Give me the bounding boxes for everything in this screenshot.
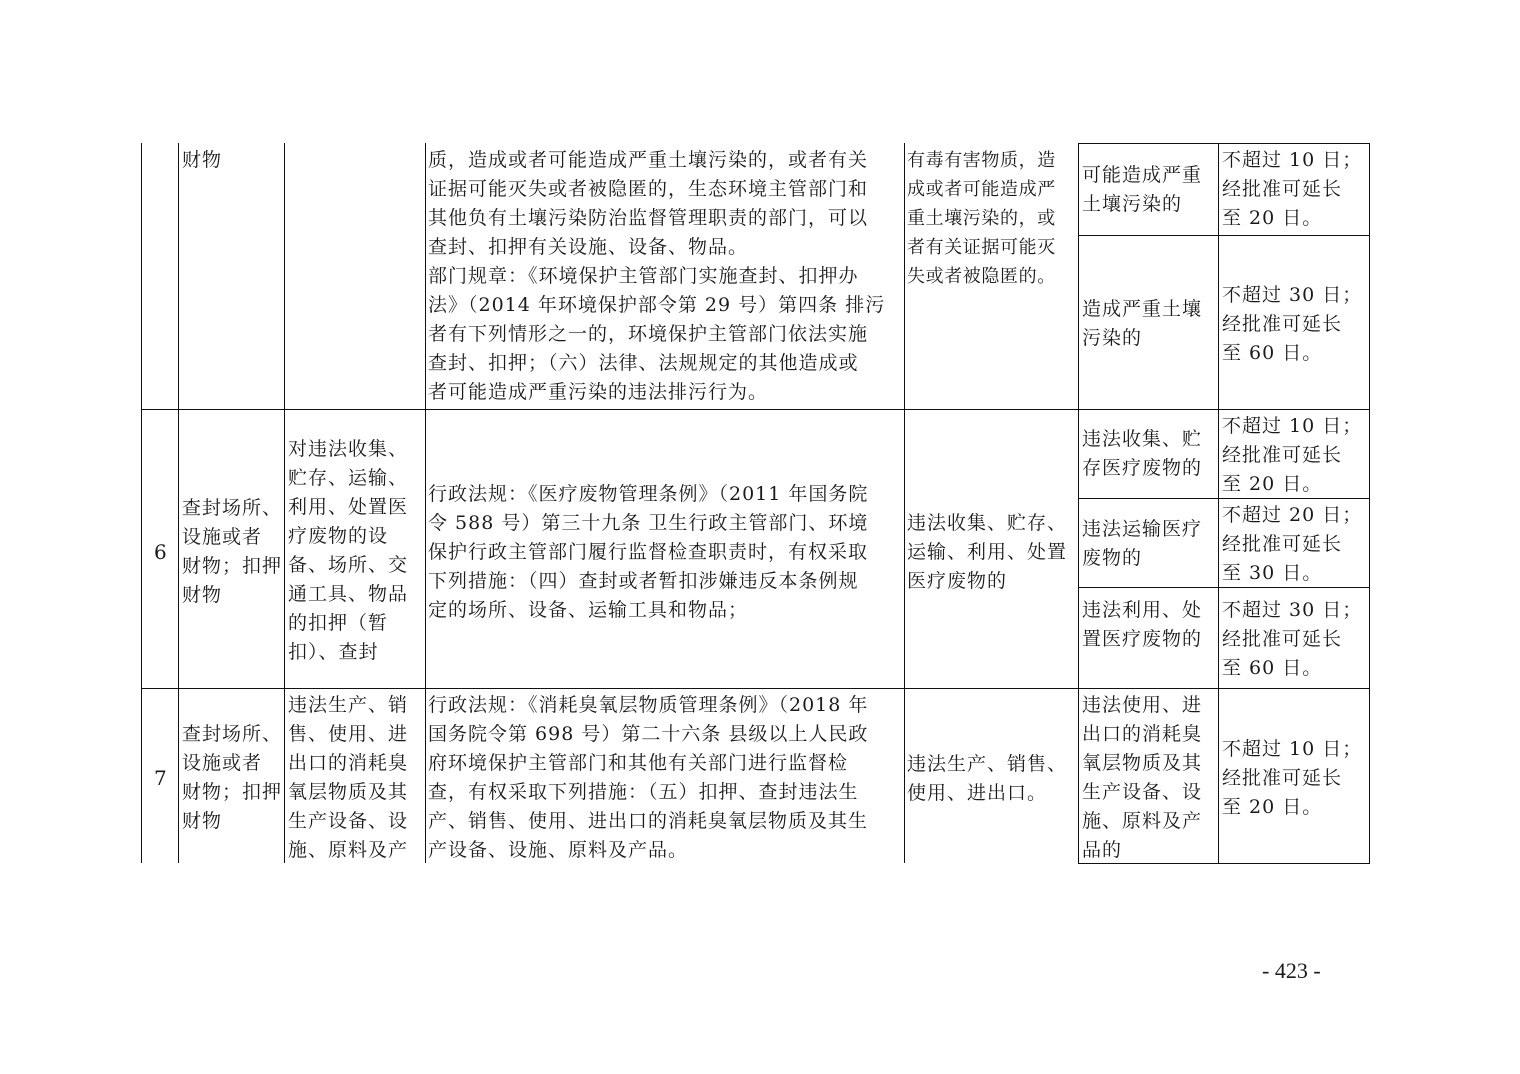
text-line: 查封、扣押有关设施、设备、物品。 bbox=[428, 236, 749, 258]
text-line: 的扣押（暂 bbox=[288, 612, 389, 634]
text-line: 造成严重土壤 bbox=[1082, 298, 1203, 320]
text-line: 至 60 日。 bbox=[1222, 342, 1323, 364]
text-line: 污染的 bbox=[1082, 327, 1143, 349]
row-type-cell bbox=[182, 720, 282, 836]
text-line: 疗废物的设 bbox=[288, 525, 389, 547]
text-line: 品的 bbox=[1082, 839, 1123, 861]
text-line: 通工具、物品 bbox=[288, 583, 409, 605]
row-divider-6-7 bbox=[141, 688, 1370, 689]
text-line: 不超过 10 日； bbox=[1222, 738, 1363, 760]
text-line: 生产设备、设 bbox=[1082, 781, 1203, 803]
col-border bbox=[425, 143, 426, 863]
text-line: 不超过 30 日； bbox=[1222, 284, 1363, 306]
text-line: 不超过 10 日； bbox=[1222, 415, 1363, 437]
sub-case-cell bbox=[1082, 425, 1202, 483]
text-line: 违法生产、销售、 bbox=[907, 753, 1068, 775]
sub-term-cell bbox=[1222, 146, 1362, 233]
sub-case-cell bbox=[1082, 515, 1202, 573]
text-line: 售、使用、进 bbox=[288, 723, 409, 745]
text-line: 财物 bbox=[182, 149, 223, 171]
text-line: 备、场所、交 bbox=[288, 554, 409, 576]
sub-case-cell bbox=[1082, 161, 1202, 219]
text-line: 财物；扣押 bbox=[182, 781, 283, 803]
sub-case-cell bbox=[1082, 596, 1202, 654]
text-line: 设施或者 bbox=[182, 752, 263, 774]
row-basis-cell bbox=[428, 480, 868, 625]
text-line: 府环境保护主管部门和其他有关部门进行监督检 bbox=[428, 752, 849, 774]
row-basis-cell bbox=[428, 691, 868, 865]
text-line: 令 588 号）第三十九条 卫生行政主管部门、环境 bbox=[428, 512, 869, 534]
text-line: 查封、扣押；（六）法律、法规规定的其他造成或 bbox=[428, 352, 859, 374]
text-line: 土壤污染的 bbox=[1082, 193, 1183, 215]
text-line: 财物 bbox=[182, 584, 223, 606]
text-line: 至 30 日。 bbox=[1222, 562, 1323, 584]
text-line: 违法收集、贮 bbox=[1082, 428, 1203, 450]
page-number: - 423 - bbox=[1262, 958, 1321, 983]
col-border bbox=[1369, 143, 1370, 863]
text-line: 有毒有害物质，造 bbox=[907, 150, 1056, 171]
text-line: 使用、进出口。 bbox=[907, 782, 1048, 804]
text-line: 贮存、运输、 bbox=[288, 467, 409, 489]
col-border bbox=[141, 143, 142, 863]
text-line: 经批准可延长 bbox=[1222, 767, 1343, 789]
col-border bbox=[284, 143, 285, 863]
text-line: 行政法规：《消耗臭氧层物质管理条例》（2018 年 bbox=[428, 694, 869, 716]
text-line: 者有下列情形之一的，环境保护主管部门依法实施 bbox=[428, 323, 869, 345]
col-border bbox=[904, 143, 905, 863]
text-line: 氧层物质及其 bbox=[288, 781, 409, 803]
text-line: 违法运输医疗 bbox=[1082, 518, 1203, 540]
text-line: 者有关证据可能灭 bbox=[907, 237, 1056, 258]
text-line: 扣）、查封 bbox=[288, 641, 379, 663]
text-line: 废物的 bbox=[1082, 547, 1143, 569]
sub-term-cell bbox=[1222, 281, 1362, 368]
text-line: 证据可能灭失或者被隐匿的，生态环境主管部门和 bbox=[428, 178, 869, 200]
row-seq-number: 6 bbox=[154, 540, 168, 564]
text-line: 经批准可延长 bbox=[1222, 533, 1343, 555]
text-line: 失或者被隐匿的。 bbox=[907, 266, 1056, 287]
text-line: 至 20 日。 bbox=[1222, 207, 1323, 229]
text-line: 置医疗废物的 bbox=[1082, 628, 1203, 650]
text-line: 违法收集、贮存、 bbox=[907, 512, 1068, 534]
row-condition-cell bbox=[907, 750, 1067, 808]
row-name-cell bbox=[288, 691, 408, 865]
row-top-border-sub bbox=[1078, 143, 1370, 144]
text-line: 运输、利用、处置 bbox=[907, 541, 1068, 563]
text-line: 违法利用、处 bbox=[1082, 599, 1203, 621]
text-line: 出口的消耗臭 bbox=[1082, 723, 1203, 745]
text-line: 查，有权采取下列措施：（五）扣押、查封违法生 bbox=[428, 781, 859, 803]
row-basis-cell bbox=[428, 146, 885, 407]
text-line: 设施或者 bbox=[182, 526, 263, 548]
col-border bbox=[1078, 143, 1079, 863]
sub-divider bbox=[1078, 235, 1370, 236]
text-line: 重土壤污染的，或 bbox=[907, 208, 1056, 229]
text-line: 财物；扣押 bbox=[182, 555, 283, 577]
text-line: 成或者可能造成严 bbox=[907, 179, 1056, 200]
text-line: 经批准可延长 bbox=[1222, 444, 1343, 466]
row-name-cell bbox=[288, 435, 408, 667]
text-line: 行政法规：《医疗废物管理条例》（2011 年国务院 bbox=[428, 483, 869, 505]
text-line: 产设备、设施、原料及产品。 bbox=[428, 839, 689, 861]
text-line: 部门规章：《环境保护主管部门实施查封、扣押办 bbox=[428, 265, 859, 287]
text-line: 经批准可延长 bbox=[1222, 178, 1343, 200]
text-line: 对违法收集、 bbox=[288, 438, 409, 460]
sub-term-cell bbox=[1222, 735, 1362, 822]
text-line: 保护行政主管部门履行监督检查职责时，有权采取 bbox=[428, 541, 869, 563]
text-line: 出口的消耗臭 bbox=[288, 752, 409, 774]
sub-case-cell bbox=[1082, 295, 1202, 353]
col-border bbox=[1218, 143, 1219, 863]
text-line: 定的场所、设备、运输工具和物品； bbox=[428, 599, 749, 621]
text-line: 者可能造成严重污染的违法排污行为。 bbox=[428, 381, 769, 403]
text-line: 其他负有土壤污染防治监督管理职责的部门，可以 bbox=[428, 207, 869, 229]
text-line: 施、原料及产 bbox=[288, 839, 409, 861]
text-line: 存医疗废物的 bbox=[1082, 457, 1203, 479]
col-border bbox=[178, 143, 179, 863]
text-line: 违法使用、进 bbox=[1082, 694, 1203, 716]
sub-term-cell bbox=[1222, 596, 1362, 683]
sub-case-cell bbox=[1082, 691, 1202, 865]
text-line: 利用、处置医 bbox=[288, 496, 409, 518]
text-line: 质，造成或者可能造成严重土壤污染的，或者有关 bbox=[428, 149, 869, 171]
text-line: 国务院令第 698 号）第二十六条 县级以上人民政 bbox=[428, 723, 869, 745]
text-line: 施、原料及产 bbox=[1082, 810, 1203, 832]
text-line: 不超过 20 日； bbox=[1222, 504, 1363, 526]
text-line: 至 20 日。 bbox=[1222, 473, 1323, 495]
text-line: 至 60 日。 bbox=[1222, 657, 1323, 679]
text-line: 经批准可延长 bbox=[1222, 628, 1343, 650]
text-line: 至 20 日。 bbox=[1222, 796, 1323, 818]
text-line: 查封场所、 bbox=[182, 497, 283, 519]
text-line: 不超过 10 日； bbox=[1222, 149, 1363, 171]
text-line: 经批准可延长 bbox=[1222, 313, 1343, 335]
row-type-cell bbox=[182, 146, 222, 175]
text-line: 产、销售、使用、进出口的消耗臭氧层物质及其生 bbox=[428, 810, 869, 832]
row-type-cell bbox=[182, 494, 282, 610]
text-line: 医疗废物的 bbox=[907, 570, 1008, 592]
row-divider-5-6 bbox=[141, 409, 1370, 410]
text-line: 可能造成严重 bbox=[1082, 164, 1203, 186]
sub-term-cell bbox=[1222, 501, 1362, 588]
text-line: 生产设备、设 bbox=[288, 810, 409, 832]
row-condition-cell bbox=[907, 146, 1056, 291]
text-line: 财物 bbox=[182, 810, 223, 832]
text-line: 不超过 30 日； bbox=[1222, 599, 1363, 621]
text-line: 法》（2014 年环境保护部令第 29 号）第四条 排污 bbox=[428, 294, 886, 316]
text-line: 违法生产、销 bbox=[288, 694, 409, 716]
text-line: 查封场所、 bbox=[182, 723, 283, 745]
text-line: 下列措施：（四）查封或者暂扣涉嫌违反本条例规 bbox=[428, 570, 859, 592]
row-condition-cell bbox=[907, 509, 1067, 596]
sub-term-cell bbox=[1222, 412, 1362, 499]
text-line: 氧层物质及其 bbox=[1082, 752, 1203, 774]
row-seq-number: 7 bbox=[154, 766, 168, 790]
